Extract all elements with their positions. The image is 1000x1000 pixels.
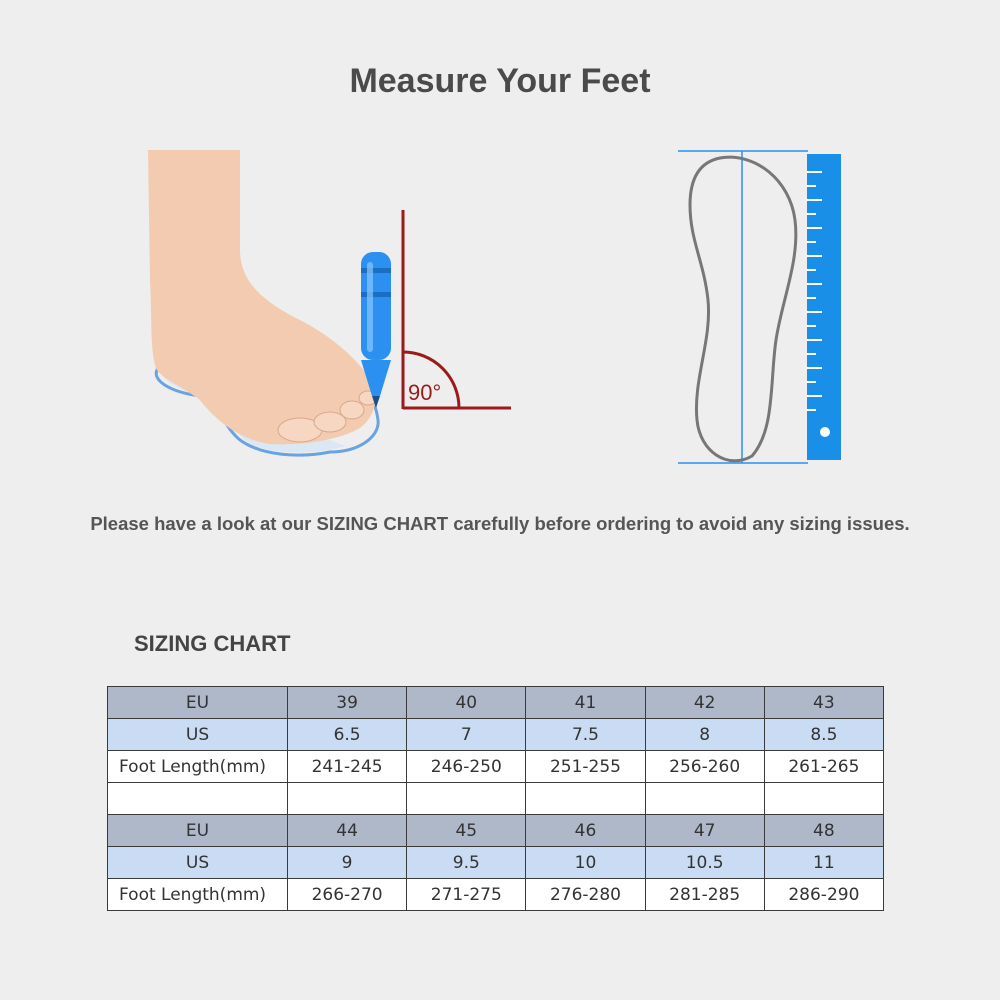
table-cell: 45 bbox=[407, 815, 526, 847]
table-cell: 41 bbox=[526, 687, 645, 719]
table-cell: 256-260 bbox=[645, 751, 764, 783]
table-row bbox=[108, 719, 884, 751]
table-cell: 40 bbox=[407, 687, 526, 719]
table-cell bbox=[764, 783, 883, 815]
sizing-chart-title: SIZING CHART bbox=[134, 631, 291, 656]
table-cell bbox=[288, 783, 407, 815]
row-label: US bbox=[108, 847, 288, 879]
table-cell: 11 bbox=[764, 847, 883, 879]
row-label bbox=[108, 783, 288, 815]
table-cell bbox=[407, 783, 526, 815]
table-row bbox=[108, 687, 884, 719]
table-row bbox=[108, 751, 884, 783]
table-cell: 9 bbox=[288, 847, 407, 879]
row-label: Foot Length(mm) bbox=[108, 751, 288, 783]
table-cell: 10.5 bbox=[645, 847, 764, 879]
sizing-note: Please have a look at our SIZING CHART carefully before ordering to avoid any sizing issues. bbox=[90, 513, 910, 534]
table-cell: 246-250 bbox=[407, 751, 526, 783]
table-cell bbox=[526, 783, 645, 815]
page-title: Measure Your Feet bbox=[349, 62, 651, 100]
table-cell: 42 bbox=[645, 687, 764, 719]
table-row bbox=[108, 783, 884, 815]
footprint-ruler-diagram bbox=[678, 151, 841, 463]
table-cell: 39 bbox=[288, 687, 407, 719]
right-angle-icon bbox=[403, 210, 511, 409]
row-label: US bbox=[108, 719, 288, 751]
table-cell: 8 bbox=[645, 719, 764, 751]
angle-label: 90° bbox=[408, 380, 442, 405]
table-row bbox=[108, 879, 884, 911]
row-label: Foot Length(mm) bbox=[108, 879, 288, 911]
sizing-chart-table bbox=[107, 686, 884, 911]
row-label: EU bbox=[108, 687, 288, 719]
table-cell: 43 bbox=[764, 687, 883, 719]
table-cell bbox=[645, 783, 764, 815]
table-cell: 46 bbox=[526, 815, 645, 847]
table-row bbox=[108, 815, 884, 847]
table-cell: 47 bbox=[645, 815, 764, 847]
table-cell: 8.5 bbox=[764, 719, 883, 751]
table-cell: 7.5 bbox=[526, 719, 645, 751]
table-cell: 6.5 bbox=[288, 719, 407, 751]
table-cell: 10 bbox=[526, 847, 645, 879]
table-cell: 266-270 bbox=[288, 879, 407, 911]
table-cell: 271-275 bbox=[407, 879, 526, 911]
table-cell: 276-280 bbox=[526, 879, 645, 911]
table-cell: 241-245 bbox=[288, 751, 407, 783]
table-cell: 261-265 bbox=[764, 751, 883, 783]
table-cell: 286-290 bbox=[764, 879, 883, 911]
foot-icon bbox=[148, 150, 376, 444]
table-row bbox=[108, 847, 884, 879]
table-cell: 9.5 bbox=[407, 847, 526, 879]
footprint-icon bbox=[690, 157, 796, 461]
table-cell: 48 bbox=[764, 815, 883, 847]
table-cell: 281-285 bbox=[645, 879, 764, 911]
table-cell: 251-255 bbox=[526, 751, 645, 783]
row-label: EU bbox=[108, 815, 288, 847]
table-cell: 44 bbox=[288, 815, 407, 847]
table-cell: 7 bbox=[407, 719, 526, 751]
